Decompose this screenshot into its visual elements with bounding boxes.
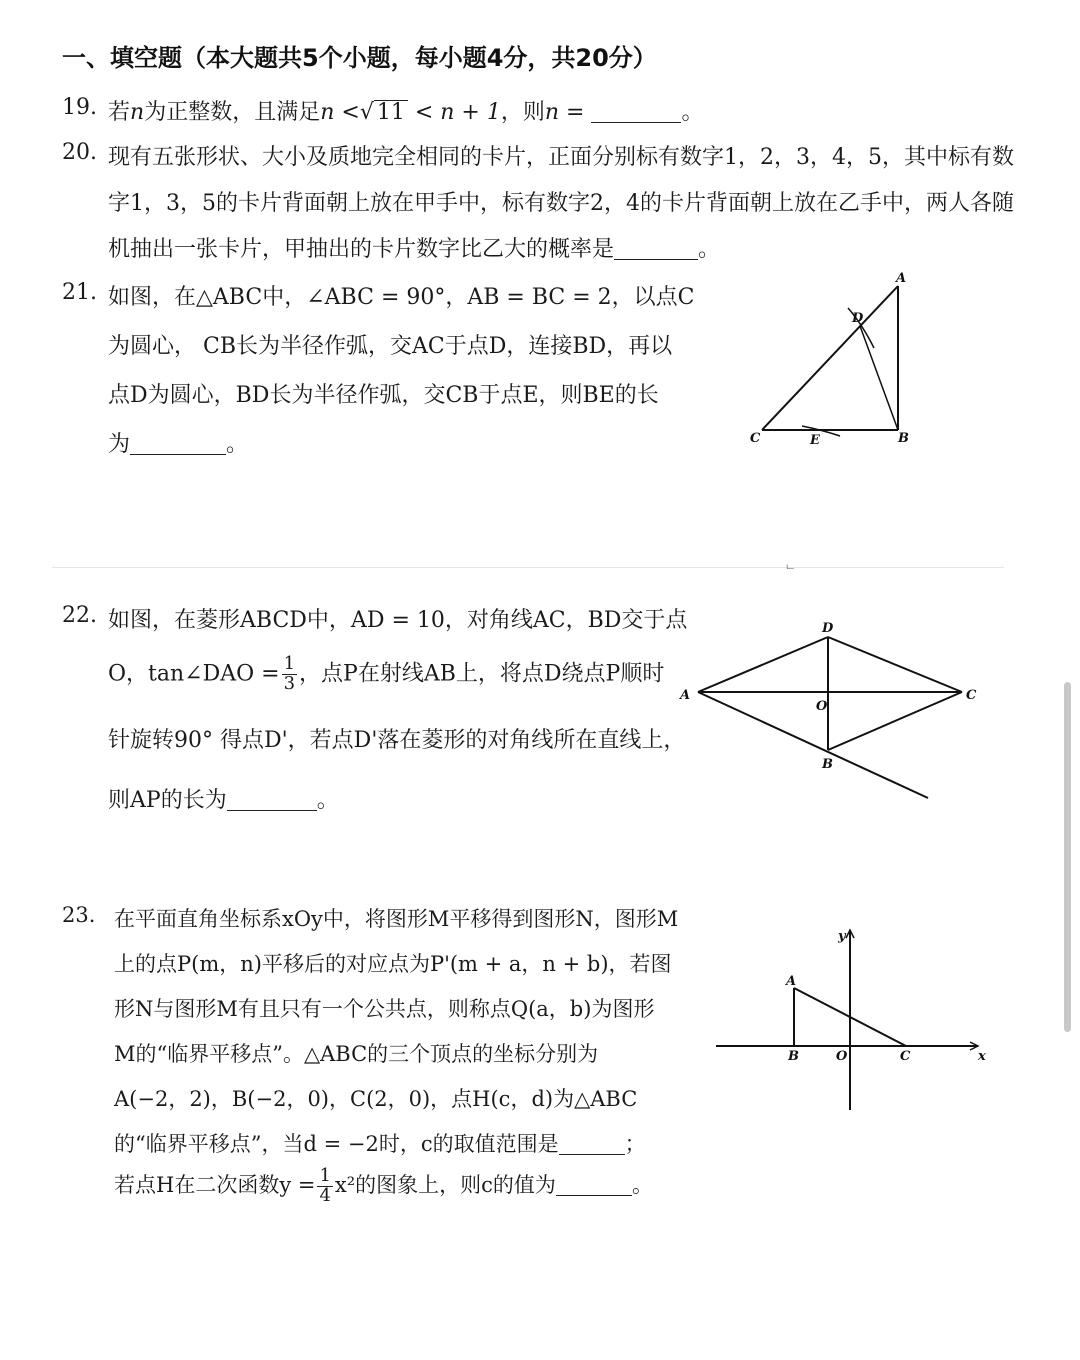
answer-blank[interactable] <box>130 432 226 455</box>
question-text-line: 字1，3，5的卡片背面朝上放在甲手中，标有数字2，4的卡片背面朝上放在乙手中，两人各随 <box>108 191 1014 216</box>
label-d: D <box>822 621 834 636</box>
answer-blank[interactable] <box>614 237 698 260</box>
label-c: C <box>966 688 977 703</box>
label-a: A <box>680 688 691 703</box>
fraction-one-third: $\frac{1}{3}$ <box>283 653 296 694</box>
question-text: 若n为正整数，且满足n <√ 11 < n + 1，则n = 。 <box>108 100 704 125</box>
question-text-line: 形N与图形M有且只有一个公共点，则称点Q(a，b)为图形 <box>114 997 655 1021</box>
question-number: 21. <box>62 280 97 305</box>
question-number: 23. <box>62 903 96 927</box>
question-text-line: 则AP的长为 。 <box>108 788 339 813</box>
question-text-line: 为 。 <box>108 432 249 457</box>
rhombus-figure <box>676 612 996 812</box>
question-text-line: 若点H在二次函数y = $\frac{1}{4}$ x²的图象上，则c的值为 。 <box>114 1165 653 1206</box>
question-text-line: A(−2，2)，B(−2，0)，C(2，0)，点H(c，d)为△ABC <box>114 1087 638 1111</box>
side-dc <box>828 637 962 692</box>
triangle-figure <box>740 268 930 458</box>
question-text-line: 针旋转90° 得点D'，若点D'落在菱形的对角线所在直线上， <box>108 728 686 753</box>
question-text-line: 机抽出一张卡片，甲抽出的卡片数字比乙大的概率是 。 <box>108 237 721 262</box>
answer-blank[interactable] <box>227 788 317 811</box>
ray-ab <box>698 692 928 798</box>
label-b: B <box>822 757 833 772</box>
label-c: C <box>900 1049 911 1064</box>
side-cb <box>828 692 962 750</box>
question-21 <box>62 280 702 460</box>
label-d: D <box>852 311 864 326</box>
stray-mark: ட <box>786 561 794 572</box>
question-number: 19. <box>62 95 97 120</box>
question-text-line: 为圆心， CB长为半径作弧，交AC于点D，连接BD，再以 <box>108 334 673 359</box>
label-x: x <box>978 1049 986 1064</box>
segment-ac <box>762 286 898 430</box>
segment-bd <box>860 326 898 430</box>
label-a: A <box>896 271 907 286</box>
label-e: E <box>810 433 820 448</box>
question-text-line: 如图，在菱形ABCD中，AD = 10，对角线AC，BD交于点 <box>108 608 688 633</box>
page-divider <box>52 567 1004 568</box>
question-22 <box>62 603 702 823</box>
label-y: y <box>838 929 846 944</box>
section-title: 一、填空题（本大题共5个小题，每小题4分，共20分） <box>62 44 657 72</box>
sqrt-symbol: √ <box>359 100 374 125</box>
answer-blank[interactable] <box>591 100 681 123</box>
label-a: A <box>786 974 797 989</box>
question-text-line: 上的点P(m，n)平移后的对应点为P'(m + a，n + b)，若图 <box>114 952 672 976</box>
question-text-line: O，tan∠DAO = $\frac{1}{3}$ ，点P在射线AB上，将点D绕点P顺时 <box>108 653 665 694</box>
question-text-line: 点D为圆心，BD长为半径作弧，交CB于点E，则BE的长 <box>108 383 659 408</box>
label-o: O <box>836 1049 848 1064</box>
label-b: B <box>898 431 909 446</box>
label-b: B <box>788 1049 799 1064</box>
side-ad <box>698 637 828 692</box>
radicand: 11 <box>374 100 408 125</box>
scrollbar[interactable] <box>1064 682 1071 1032</box>
question-text-line: M的“临界平移点”。△ABC的三个顶点的坐标分别为 <box>114 1042 599 1066</box>
answer-blank[interactable] <box>559 1132 625 1155</box>
label-c: C <box>750 431 761 446</box>
question-20 <box>62 140 1022 260</box>
question-number: 22. <box>62 603 97 628</box>
question-text-line: 在平面直角坐标系xOy中，将图形M平移得到图形N，图形M <box>114 907 679 931</box>
coordinate-figure <box>712 922 1002 1122</box>
label-o: O <box>816 699 828 714</box>
question-text-line: 的“临界平移点”，当d = −2时，c的取值范围是 ； <box>114 1132 646 1156</box>
question-text-line: 如图，在△ABC中，∠ABC = 90°，AB = BC = 2，以点C <box>108 285 695 310</box>
fraction-one-quarter: $\frac{1}{4}$ <box>319 1165 331 1206</box>
question-number: 20. <box>62 140 97 165</box>
question-19 <box>62 95 762 127</box>
answer-blank[interactable] <box>556 1173 632 1196</box>
question-text-line: 现有五张形状、大小及质地完全相同的卡片，正面分别标有数字1，2，3，4，5，其中标有数 <box>108 145 1014 170</box>
question-23 <box>62 903 702 1213</box>
